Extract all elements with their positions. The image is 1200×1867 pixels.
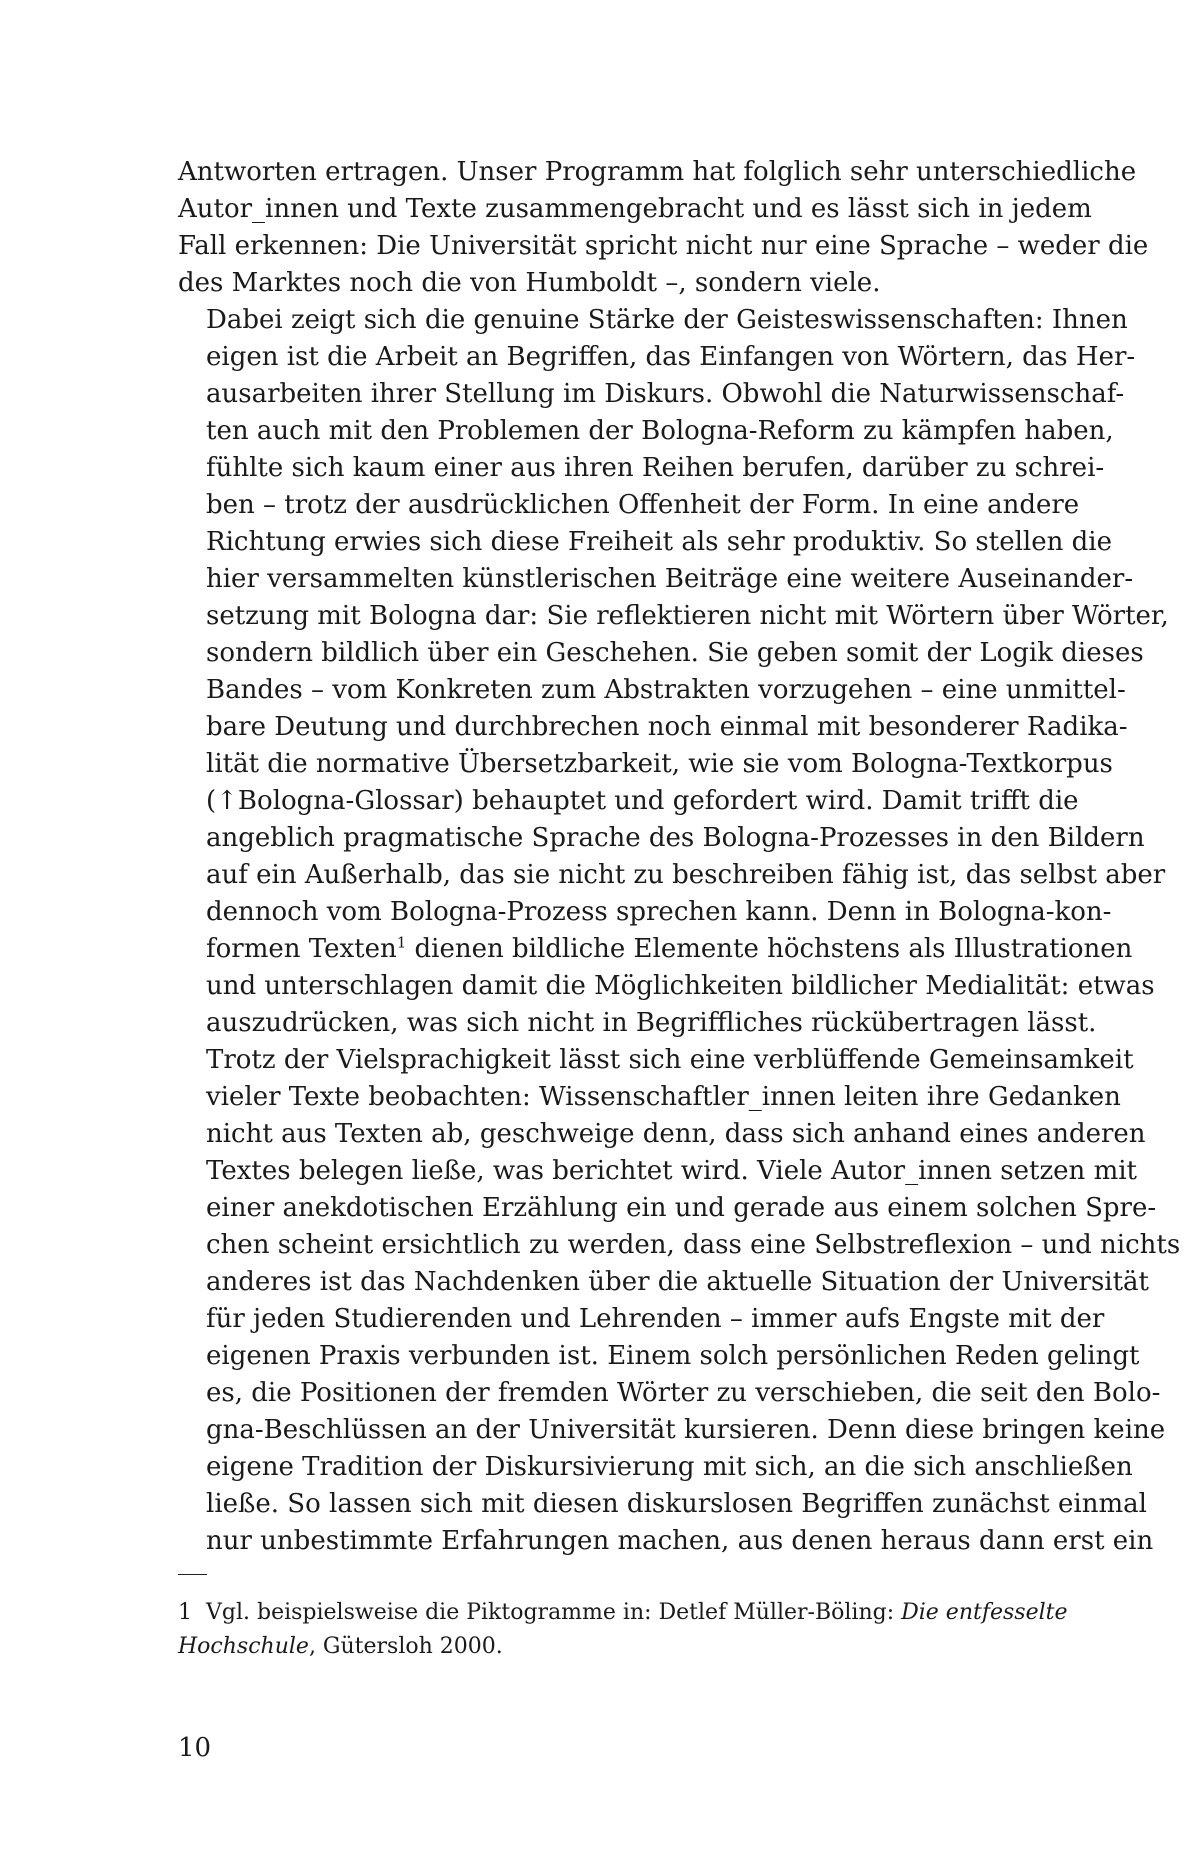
text-line: eigene Tradition der Diskursivierung mit sich, an die sich anschließen bbox=[206, 1452, 1133, 1482]
text-segment: formen Texten bbox=[206, 934, 397, 964]
main-text bbox=[178, 154, 1181, 1560]
text-line: Textes belegen ließe, was berichtet wird. Viele Autor_innen setzen mit bbox=[206, 1156, 1137, 1186]
text-line: einer anekdotischen Erzählung ein und gerade aus einem solchen Spre- bbox=[206, 1193, 1157, 1223]
footnote-marker[interactable]: 1 bbox=[396, 933, 407, 952]
text-line: ben – trotz der ausdrücklichen Offenheit der Form. In eine andere bbox=[206, 490, 1080, 520]
text-line: Autor_innen und Texte zusammengebracht und es lässt sich in jedem bbox=[178, 194, 1092, 224]
footnote bbox=[178, 1596, 1068, 1664]
text-line: lität die normative Übersetzbarkeit, wie sie vom Bologna-Textkorpus bbox=[206, 749, 1113, 779]
paragraph-2 bbox=[178, 302, 1169, 1042]
text-line: anderes ist das Nachdenken über die aktuelle Situation der Universität bbox=[206, 1267, 1150, 1297]
paragraph-3 bbox=[178, 1042, 1181, 1560]
text-line: chen scheint ersichtlich zu werden, dass eine Selbstreflexion – und nichts bbox=[206, 1230, 1181, 1260]
text-line: Dabei zeigt sich die genuine Stärke der Geisteswissenschaften: Ihnen bbox=[206, 305, 1128, 335]
text-line: eigenen Praxis verbunden ist. Einem solch persönlichen Reden gelingt bbox=[206, 1341, 1140, 1371]
footnote-line bbox=[178, 1630, 1050, 1664]
footnote-title: Die entfesselte bbox=[901, 1600, 1068, 1625]
footnote-text: , Gütersloh 2000. bbox=[308, 1634, 503, 1659]
footnote-title: Hochschule bbox=[178, 1634, 309, 1659]
text-line: angeblich pragmatische Sprache des Bologna-Prozesses in den Bildern bbox=[206, 823, 1145, 853]
page-number: 10 bbox=[178, 1733, 212, 1763]
text-line: (↑Bologna-Glossar) behauptet und gefordert wird. Damit trifft die bbox=[206, 786, 1079, 816]
text-line: Antworten ertragen. Unser Programm hat folglich sehr unterschiedliche bbox=[178, 157, 1137, 187]
text-line: auf ein Außerhalb, das sie nicht zu beschreiben fähig ist, das selbst aber bbox=[206, 860, 1166, 890]
text-line: des Marktes noch die von Humboldt –, sondern viele. bbox=[178, 268, 881, 298]
text-line: nur unbestimmte Erfahrungen machen, aus denen heraus dann erst ein bbox=[206, 1526, 1154, 1556]
text-line: ten auch mit den Problemen der Bologna-Reform zu kämpfen haben, bbox=[206, 416, 1114, 446]
text-line: sondern bildlich über ein Geschehen. Sie geben somit der Logik dieses bbox=[206, 638, 1144, 668]
text-line: nicht aus Texten ab, geschweige denn, dass sich anhand eines anderen bbox=[206, 1119, 1146, 1149]
text-line: Trotz der Vielsprachigkeit lässt sich eine verblüffende Gemeinsamkeit bbox=[206, 1045, 1134, 1075]
text-line: Bandes – vom Konkreten zum Abstrakten vorzugehen – eine unmittel- bbox=[206, 675, 1126, 705]
footnote-text: Vgl. beispielsweise die Piktogramme in: Detlef Müller-Böling: bbox=[206, 1600, 902, 1625]
text-line: eigen ist die Arbeit an Begriffen, das Einfangen von Wörtern, das Her- bbox=[206, 342, 1136, 372]
footnote-separator bbox=[178, 1574, 207, 1575]
text-line: ließe. So lassen sich mit diesen diskurslosen Begriffen zunächst einmal bbox=[206, 1489, 1147, 1519]
text-line-with-footnote bbox=[178, 931, 1133, 968]
text-line: Fall erkennen: Die Universität spricht nicht nur eine Sprache – weder die bbox=[178, 231, 1149, 261]
text-line: für jeden Studierenden und Lehrenden – immer aufs Engste mit der bbox=[206, 1304, 1105, 1334]
text-line: vieler Texte beobachten: Wissenschaftler_innen leiten ihre Gedanken bbox=[206, 1082, 1121, 1112]
text-line: setzung mit Bologna dar: Sie reflektieren nicht mit Wörtern über Wörter, bbox=[206, 601, 1169, 631]
text-line: fühlte sich kaum einer aus ihren Reihen berufen, darüber zu schrei- bbox=[206, 453, 1105, 483]
text-line: ausarbeiten ihrer Stellung im Diskurs. Obwohl die Naturwissenschaf- bbox=[206, 379, 1125, 409]
paragraph-1 bbox=[178, 154, 1149, 302]
text-line: bare Deutung und durchbrechen noch einmal mit besonderer Radika- bbox=[206, 712, 1128, 742]
footnote-line bbox=[178, 1596, 1068, 1630]
text-line: hier versammelten künstlerischen Beiträge eine weitere Auseinander- bbox=[206, 564, 1134, 594]
text-line: auszudrücken, was sich nicht in Begriffliches rückübertragen lässt. bbox=[206, 1008, 1097, 1038]
text-line: es, die Positionen der fremden Wörter zu verschieben, die seit den Bolo- bbox=[206, 1378, 1161, 1408]
text-line: und unterschlagen damit die Möglichkeiten bildlicher Medialität: etwas bbox=[206, 971, 1155, 1001]
footnote-number: 1 bbox=[178, 1600, 192, 1625]
text-segment: dienen bildliche Elemente höchstens als Illustrationen bbox=[406, 934, 1133, 964]
text-line: Richtung erwies sich diese Freiheit als sehr produktiv. So stellen die bbox=[206, 527, 1112, 557]
text-line: gna-Beschlüssen an der Universität kursieren. Denn diese bringen keine bbox=[206, 1415, 1166, 1445]
text-line: dennoch vom Bologna-Prozess sprechen kann. Denn in Bologna-kon- bbox=[206, 897, 1112, 927]
